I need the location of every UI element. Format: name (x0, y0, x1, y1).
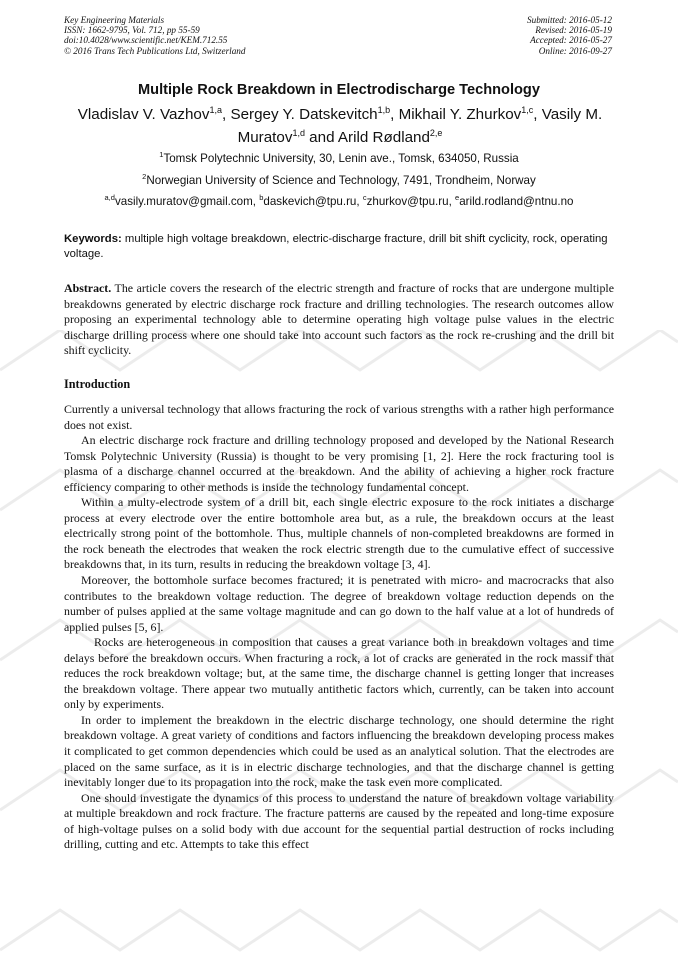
author-affil-sup: 1,d (292, 128, 305, 139)
introduction-body (64, 402, 614, 853)
affiliation-text: Norwegian University of Science and Technology, 7491, Trondheim, Norway (146, 173, 536, 187)
paper-title: Multiple Rock Breakdown in Electrodischarge Technology (138, 82, 540, 98)
journal-issn: ISSN: 1662-9795, Vol. 712, pp 55-59 (64, 25, 200, 36)
journal-info (64, 15, 245, 56)
author-and: and (304, 129, 338, 147)
author-affil-sup: 1,b (377, 105, 391, 115)
abstract-text: The article covers the research of the electric strength and fracture of rocks that are undergone multiple breakdowns generated by electric discharge rock fracture and drilling technologies. The research outcomes allow proposing an experimental technology able to determine operating high voltage pulse values in the electric discharge drilling process where one should take into account such factors as the rock re-crushing and the drill bit shift cyclicity. (64, 281, 614, 358)
author-list (60, 101, 620, 147)
submitted-date: Submitted: 2016-05-12 (527, 15, 612, 25)
abstract-label: Abstract. (64, 281, 112, 295)
revised-date: Revised: 2016-05-19 (535, 25, 612, 36)
paragraph: Currently a universal technology that allows fracturing the rock of various strengths with a rather high performance does not exist. (64, 402, 614, 432)
email-sup: b (259, 193, 264, 202)
email-link[interactable]: zhurkov@tpu.ru, (366, 194, 456, 208)
author-affil-sup: 1,c (521, 105, 534, 115)
journal-name: Key Engineering Materials (64, 15, 165, 25)
paragraph: Within a multy-electrode system of a drill bit, each single electric exposure to the rock initiates a discharge process at every electrode over the entire bottomhole area but, as a rule, the breakdown occurs at the least electrically strong point of the bottomhole. Thus, multiple channels of non-completed breakdowns are formed in the rock beneath the electrodes that weaken the rock electric strength due to the cumulative effect of successive breakdowns that, in its turn, results in reducing the breakdown voltage [3, 4]. (64, 495, 614, 572)
section-heading-introduction: Introduction (64, 377, 131, 391)
affiliation-text: Tomsk Polytechnic University, 30, Lenin ave., Tomsk, 634050, Russia (163, 151, 519, 165)
email-link[interactable]: vasily.muratov@gmail.com, (114, 194, 260, 208)
online-date: Online: 2016-09-27 (538, 45, 612, 56)
author-name: Sergey Y. Datskevitch (230, 106, 378, 124)
journal-doi: doi:10.4028/www.scientific.net/KEM.712.55 (64, 35, 228, 46)
paragraph: Rocks are heterogeneous in composition that causes a great variance both in breakdown voltages and time delays before the breakdown occurs. When fracturing a rock, a lot of cracks are generated in the rock massif that reduces the rock breakdown voltage; but, at the same time, the discharge channel is getting longer that increases the breakdown voltage. There appear two mutually antithetic factors which, currently, can be taken into account only by experiments. (64, 635, 614, 712)
author-name: Mikhail Y. Zhurkov (398, 106, 522, 124)
author-affil-sup: 2,e (429, 128, 443, 139)
author-name: Vasily M. Muratov (237, 106, 603, 147)
email-sup: e (455, 193, 460, 202)
affiliation-2 (0, 172, 678, 187)
keywords-text: multiple high voltage breakdown, electric-discharge fracture, drill bit shift cyclicity, rock, operating voltage. (64, 233, 608, 260)
accepted-date: Accepted: 2016-05-27 (530, 35, 612, 46)
paragraph: An electric discharge rock fracture and drilling technology proposed and developed by the National Research Tomsk Polytechnic University (Russia) is thought to be very promising [1, 2]. Here the rock fracturing tool is plasma of a discharge channel occurred at the breakdown. And the ability of achieving a higher rock fracture efficiency comparing to other methods is inside the technology fundamental concept. (64, 433, 614, 494)
author-separator: , (221, 106, 231, 124)
keywords-section (64, 232, 614, 261)
author-separator: , (533, 106, 542, 124)
abstract-section (64, 281, 614, 359)
paragraph: In order to implement the breakdown in the electric discharge technology, one should determine the right breakdown voltage. A great variety of conditions and factors influencing the breakdown developing process makes it complicated to get common dependencies which could be used as an analytical solution. That the electrodes are placed on the same surface, as it is in electric discharge technologies, and that the discharge channel is getting inevitably longer due to its propagation into the rock, make the task even more complicated. (64, 712, 614, 790)
email-sup: a,d (104, 193, 115, 202)
email-sup: c (362, 193, 367, 202)
email-link[interactable]: daskevich@tpu.ru, (263, 194, 363, 208)
author-separator: , (390, 106, 399, 124)
author-name: Arild Rødland (337, 129, 430, 147)
journal-copyright: © 2016 Trans Tech Publications Ltd, Switzerland (64, 45, 246, 56)
email-link[interactable]: arild.rodland@ntnu.no (459, 194, 574, 208)
affiliation-1 (0, 150, 678, 165)
paragraph: One should investigate the dynamics of this process to understand the nature of breakdown voltage variability at multiple breakdown and rock fracture. The fracture patterns are caused by the repeated and long-time exposure of high-voltage pulses on a solid body with due account for the sequential partial destruction of rocks including drilling, cutting and etc. Attempts to take this effect (64, 790, 614, 852)
keywords-label: Keywords: (64, 233, 122, 245)
affiliation-sup: 2 (142, 172, 147, 181)
affiliation-sup: 1 (159, 150, 164, 159)
author-name: Vladislav V. Vazhov (77, 106, 210, 124)
submission-dates (527, 15, 612, 56)
paragraph: Moreover, the bottomhole surface becomes fractured; it is penetrated with micro- and macrocracks that also contributes to the breakdown voltage reduction. The degree of breakdown voltage reduction depends on the number of pulses applied at the same voltage magnitude and can go down to the half value at a lot of hundreds of applied pulses [5, 6]. (64, 573, 614, 634)
author-affil-sup: 1,a (209, 105, 222, 115)
author-emails (0, 193, 678, 208)
